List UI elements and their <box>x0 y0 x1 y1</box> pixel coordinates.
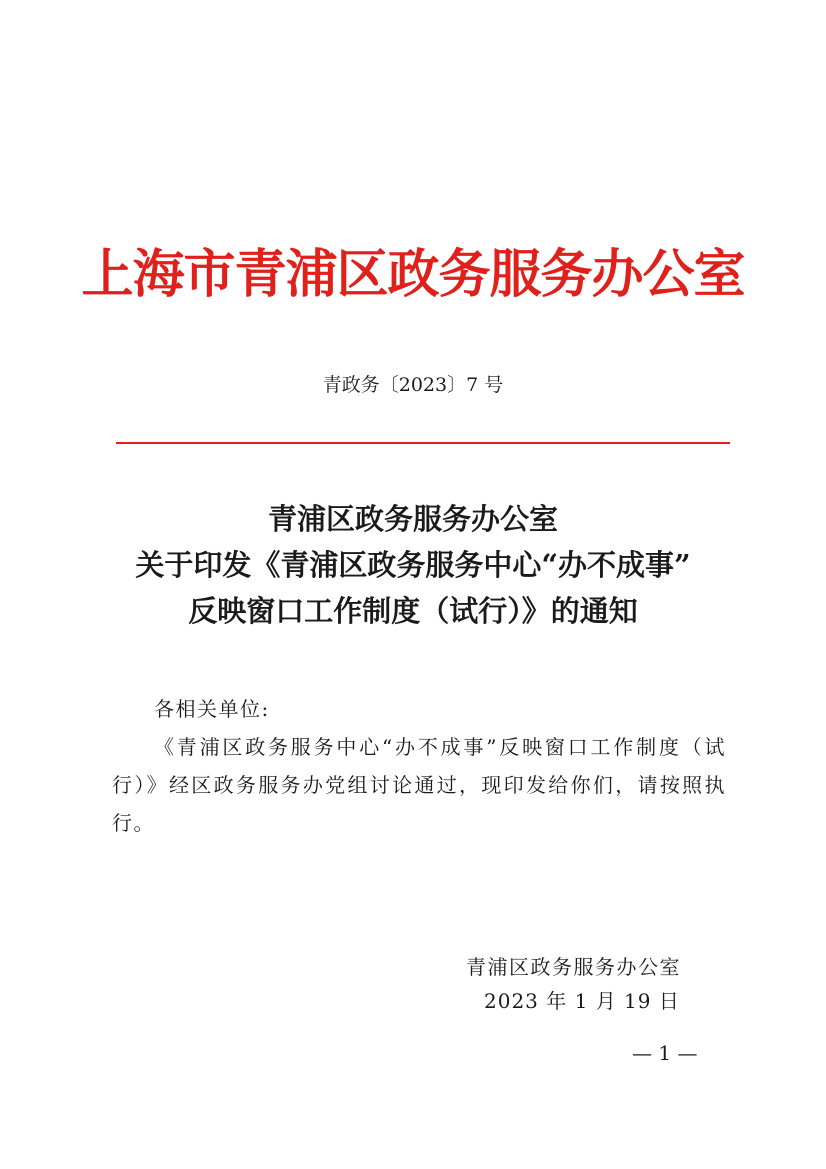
issuing-organization-header: 上海市青浦区政务服务办公室 <box>81 244 745 305</box>
document-body <box>112 690 726 842</box>
document-title <box>0 496 826 634</box>
red-divider-line <box>116 442 730 444</box>
body-paragraph: 《青浦区政务服务中心“办不成事”反映窗口工作制度（试行）》经区政务服务办党组讨论通过，现印发给你们，请按照执行。 <box>112 735 726 835</box>
document-number: 青政务〔2023〕7 号 <box>322 374 504 396</box>
signature-organization: 青浦区政务服务办公室 <box>466 955 681 979</box>
title-line-3: 反映窗口工作制度（试行）》的通知 <box>188 594 638 628</box>
page-number: — 1 — <box>632 1041 698 1065</box>
signature-date: 2023 年 1 月 19 日 <box>484 989 680 1013</box>
title-line-1: 青浦区政务服务办公室 <box>267 502 558 536</box>
salutation: 各相关单位: <box>154 697 270 721</box>
title-line-2: 关于印发《青浦区政务服务中心“办不成事” <box>135 548 691 582</box>
